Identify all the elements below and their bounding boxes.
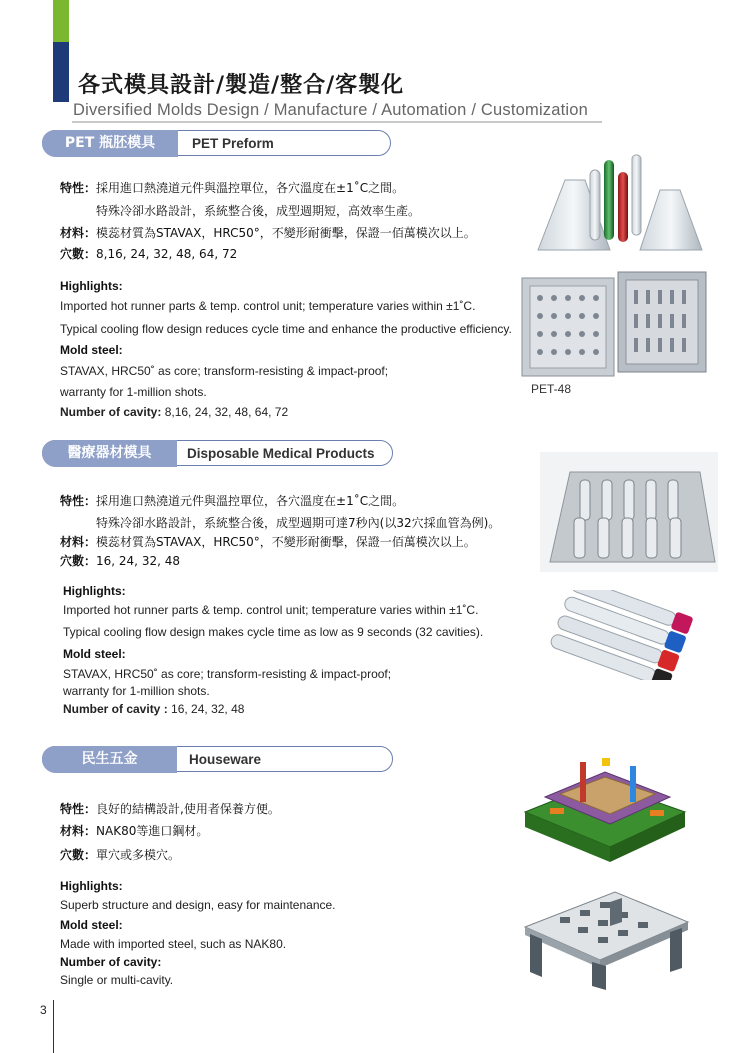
page-title-zh: 各式模具設計/製造/整合/客製化 (78, 73, 405, 98)
section-name: Houseware (189, 752, 262, 767)
section-tag: 民生五金 (42, 746, 177, 773)
zh-feature-line: 特性：採用進口熱澆道元件與溫控單位，各穴溫度在±1˚C之間。 (60, 181, 405, 195)
section-header-pet (42, 130, 392, 158)
zh-feature-line: 特殊冷卻水路設計，系統整合後，成型週期可達7秒內(以32穴採血管為例)。 (96, 516, 501, 530)
page-title-en: Diversified Molds Design / Manufacture / Automation / Customization (73, 101, 589, 119)
steel-line: warranty for 1-million shots. (63, 684, 210, 698)
medical-mold-image (540, 452, 718, 572)
pet-48-caption: PET-48 (531, 382, 572, 396)
accent-bar-navy (53, 42, 69, 102)
cavity-title: Number of cavity: (60, 955, 162, 969)
zh-feature-line: 特性：良好的結構設計,使用者保養方便。 (60, 802, 280, 816)
zh-material-line: 材料：模蕊材質為STAVAX，HRC50°，不變形耐衝擊，保證一佰萬模次以上。 (60, 535, 476, 549)
steel-line: warranty for 1-million shots. (60, 385, 207, 399)
section-header-houseware (42, 746, 394, 774)
blood-tubes-image (548, 590, 718, 680)
zh-material-line: 材料：NAK80等進口鋼材。 (60, 824, 209, 838)
pet-48-mold-image (520, 270, 710, 380)
zh-material-line: 材料：模蕊材質為STAVAX，HRC50°，不變形耐衝擊，保證一佰萬模次以上。 (60, 226, 476, 240)
section-tag: 醫療器材模具 (42, 440, 177, 467)
highlight-line: Imported hot runner parts & temp. control unit; temperature varies within ±1˚C. (63, 603, 479, 617)
zh-cavity-line: 穴數：16, 24, 32, 48 (60, 554, 180, 568)
section-header-medical (42, 440, 394, 468)
houseware-pallet-image (520, 882, 690, 994)
highlights-title: Highlights: (60, 279, 123, 293)
steel-line: STAVAX, HRC50˚ as core; transform-resisting & impact-proof; (63, 667, 392, 681)
zh-feature-line: 特性：採用進口熱澆道元件與溫控單位，各穴溫度在±1˚C之間。 (60, 494, 405, 508)
mold-steel-title: Mold steel: (63, 647, 126, 661)
highlight-line: Superb structure and design, easy for maintenance. (60, 898, 336, 912)
page-edge-line (53, 1000, 54, 1053)
cavity-line: Number of cavity: 8,16, 24, 32, 48, 64, 72 (60, 405, 289, 419)
steel-line: Made with imported steel, such as NAK80. (60, 937, 287, 951)
accent-bar-green (53, 0, 69, 42)
cavity-line: Single or multi-cavity. (60, 973, 174, 987)
zh-cavity-line: 穴數：8,16, 24, 32, 48, 64, 72 (60, 247, 238, 261)
cavity-line: Number of cavity : 16, 24, 32, 48 (63, 702, 245, 716)
steel-line: STAVAX, HRC50˚ as core; transform-resisting & impact-proof; (60, 364, 389, 378)
highlight-line: Imported hot runner parts & temp. control unit; temperature varies within ±1˚C. (60, 299, 476, 313)
page-number: 3 (40, 1003, 47, 1017)
section-name: Disposable Medical Products (187, 446, 375, 461)
highlights-title: Highlights: (63, 584, 126, 598)
zh-cavity-line: 穴數：單穴或多模穴。 (60, 848, 181, 862)
title-divider (72, 121, 602, 123)
pet-preforms-image (530, 150, 710, 258)
mold-steel-title: Mold steel: (60, 343, 123, 357)
highlights-title: Highlights: (60, 879, 123, 893)
highlight-line: Typical cooling flow design reduces cycle time and enhance the productive efficiency. (60, 322, 512, 336)
zh-feature-line: 特殊冷卻水路設計，系統整合後，成型週期短，高效率生產。 (96, 204, 421, 218)
section-tag: PET 瓶胚模具 (42, 130, 178, 157)
section-name: PET Preform (192, 136, 274, 151)
mold-steel-title: Mold steel: (60, 918, 123, 932)
houseware-mold-cad-image (520, 752, 690, 864)
highlight-line: Typical cooling flow design makes cycle time as low as 9 seconds (32 cavities). (63, 625, 484, 639)
